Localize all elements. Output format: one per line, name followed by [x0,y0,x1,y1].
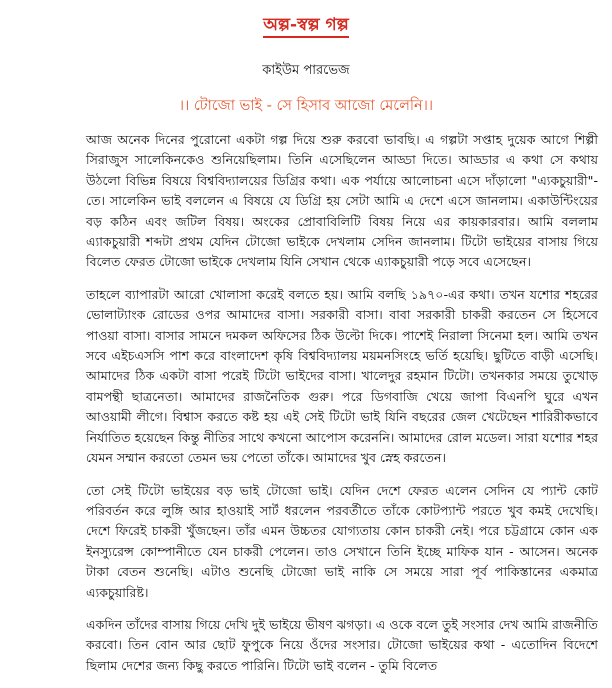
paragraph-1: আজ অনেক দিনের পুরোনো একটা গল্প দিয়ে শুরু করবো ভাবছি। এ গল্পটা সপ্তাহ দুয়েক আগে শিল্পী সিরাজুস সালেকিনকেও শুনিয়েছিলাম। তিনি এসেছিলেন আড্ডা দিতে। আড্ডার এ কথা সে কথায় উঠলো বিভিন্ন বিষয়ে বিশ্ববিদ্যালয়ের ডিগ্রির কথা। এক পর্যায়ে আলোচনা এসে দাঁড়ালো "এ্যকচুয়ারী"-তে। সালেকিন ভাই বললেন এ বিষয়ে যে ডিগ্রি হয় সেটা আমি এ দেশে এসে জানলাম। একাউন্টিংয়ের বড় কঠিন এবং জটিল বিষয়। অংকের প্রোবাবিলিটি বিষয় নিয়ে এর কায়কারবার। আমি বললাম এ্যাকচুয়ারী শব্দটা প্রথম যেদিন টোজো ভাইকে দেখলাম সেদিন জানলাম। টিটো ভাইয়ের বাসায় গিয়ে বিলেত ফেরত টোজো ভাইকে দেখলাম যিনি সেখান থেকে এ্যাকচুয়ারী পড়ে সবে এসেছেন। [86,132,598,270]
paragraph-3: তো সেই টিটো ভাইয়ের বড় ভাই টোজো ভাই। যেদিন দেশে ফেরত এলেন সেদিন যে প্যান্ট কোট পরিবর্তন করে লুঙ্গি আর হাওয়াই সার্ট ধরলেন পরবর্তীতে তাঁকে কোটপ্যান্ট পরতে খুব কমই দেখেছি। দেশে ফিরেই চাকরী খুঁজছেন। তাঁর এমন উচ্চতর যোগ্যতায় কোন চাকরী নেই। পরে চট্টগ্রামে কোন এক ইনস্যুরেন্স কোম্পানীতে যেন চাকরী পেলেন। তাও সেখানে তিনি ইচ্ছে মাফিক যান - আসেন। অনেক টাকা বেতন শুনেছি। এটাও শুনেছি টোজো ভাই নাকি সে সময়ে সারা পূর্ব পাকিস্তানের একমাত্র এ্যকচুয়ারিষ্ট। [86,482,598,600]
series-title-text: অল্প-স্বল্প গল্প [263,15,349,38]
paragraph-4: একদিন তাঁদের বাসায় গিয়ে দেখি দুই ভাইয়ে ভীষণ ঝগড়া। এ ওকে বলে তুই সংসার দেখ আমি রাজনীতি করবো। তিন বোন আর ছোট ফুপুকে নিয়ে ওঁদের সংসার। টোজো ভাইয়ের কথা - এতোদিন বিদেশে ছিলাম দেশের জন্য কিছু করতে পারিনি। টিটো ভাই বলেন - তুমি বিলেত [86,616,598,673]
author-name: কাইউম পারভেজ [262,63,350,78]
story-title: ।। টোজো ভাই - সে হিসাব আজো মেলেনি।। [178,98,434,114]
story-body [86,130,598,688]
paragraph-2: তাহলে ব্যাপারটা আরো খোলাসা করেই বলতে হয়। আমি বলছি ১৯৭০-এর কথা। তখন যশোর শহরের ভোলাট্যাংক রোডের ওপর আমাদের বাসা। সরকারী বাসা। বাবা সরকারী চাকরী করতেন সে হিসেবে পাওয়া বাসা। বাসার সামনে দমকল অফিসের ঠিক উল্টো দিকে। পাশেই নিরালা সিনেমা হল। আমি তখন সবে এইচএসসি পাশ করে বাংলাদেশ কৃষি বিশ্ববিদ্যালয় ময়মনসিংহে ভর্তি হয়েছি। ছুটিতে বাড়ী এসেছি। আমাদের ঠিক একটা বাসা পরেই টিটো ভাইদের বাসা। খালেদুর রহমান টিটো। তখনকার সময়ে তুখোড় বামপন্থী ছাত্রনেতা। আমাদের রাজনৈতিক গুরু। পরে ডিগবাজি খেয়ে জাপা বিএনপি ঘুরে এখন আওয়ামী লীগে। বিশ্বাস করতে কষ্ট হয় এই সেই টিটো ভাই যিনি বছরের জেল খেটেছেন শারিরীকভাবে নির্যাতিত হয়েছেন কিন্তু নীতির সাথে কখনো আপোস করেননি। আমাদের রোল মডেল। সারা যশোর শহর যেমন সম্মান করতো তেমন ভয় পেতো তাঁকে। আমাদের খুব স্নেহ করতেন। [86,286,598,466]
series-title [0,14,612,36]
